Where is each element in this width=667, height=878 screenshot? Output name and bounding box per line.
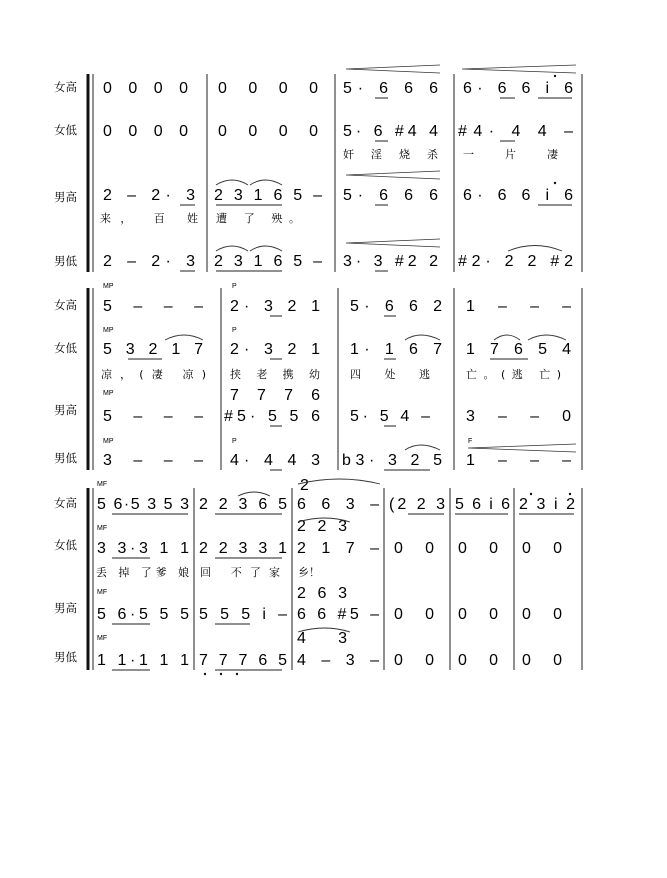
measure: 1· 1 6 7 <box>350 341 442 358</box>
measure: 2 3 1 6 5 – <box>214 253 322 270</box>
measure: 3 3·3 1 1 <box>97 540 189 557</box>
measure: 5 6·5 5 5 <box>97 606 189 623</box>
measure: 0 0 0 0 <box>103 80 188 97</box>
part-label-tenor: 男高 <box>54 403 77 417</box>
measure: #5· 5 5 6 <box>224 408 320 425</box>
system-1 <box>54 65 582 272</box>
dynamic-mark: MF <box>97 589 108 596</box>
measure: 5 3 2 1 7 <box>103 341 203 358</box>
part-label-alto: 女低 <box>54 341 77 355</box>
measure: (2 2 3 <box>389 496 445 513</box>
measure: 1 – – – <box>466 452 571 469</box>
lyric: 奸 淫 烧 杀 <box>343 148 438 161</box>
dynamic-mark: F <box>468 438 473 445</box>
dynamic-mark: MP <box>103 438 114 445</box>
part-label-tenor: 男高 <box>54 601 77 615</box>
measure: 1 – – – <box>466 298 571 315</box>
measure: 5· 5 4 – <box>350 408 430 425</box>
dynamic-mark: MP <box>103 327 114 334</box>
measure: 0 0 <box>394 540 434 557</box>
lyric: 四 处 逃 <box>350 368 430 381</box>
lyric: 亡。(逃 亡) <box>466 368 561 381</box>
measure: 0 0 <box>522 606 562 623</box>
measure: 1 7 6 5 4 <box>466 341 571 358</box>
lyric: 凉，(凄 凉) <box>101 368 206 381</box>
part-label-soprano: 女高 <box>54 298 77 312</box>
measure: 2 1 7 – <box>297 540 379 557</box>
measure: 2 2 3 3 1 <box>199 540 287 557</box>
part-label-bass: 男低 <box>54 451 77 465</box>
measure: 6 6 #5 – <box>297 606 379 623</box>
measure: 0 0 <box>458 540 498 557</box>
dynamic-mark: P <box>232 438 237 445</box>
measure: 2 – 2· 3 <box>103 253 195 270</box>
measure: b3· 3 2 5 <box>342 452 442 469</box>
measure-upper-voice: 2 <box>300 477 309 494</box>
measure: 4 – 3 – <box>297 652 379 669</box>
part-label-bass: 男低 <box>54 254 77 268</box>
measure: 7 7 7 6 5 <box>199 652 287 669</box>
measure: 5 – – – <box>103 298 203 315</box>
part-label-bass: 男低 <box>54 650 77 664</box>
measure: 2 2 3 6 5 <box>199 496 287 513</box>
measure: 0 0 <box>522 652 562 669</box>
measure: 6· 6 6 i 6 <box>463 80 573 97</box>
measure: 5· 6 6 6 <box>343 187 438 204</box>
measure: 2 3 i 2 <box>519 496 575 513</box>
octave-dot <box>204 493 571 675</box>
lyric: 乡！ <box>298 566 320 579</box>
dynamic-mark: MF <box>97 481 108 488</box>
measure: 2 3 1 6 5 – <box>214 187 322 204</box>
lyric: 丢 掉 了爹 娘 <box>96 566 189 579</box>
measure: 0 0 <box>458 652 498 669</box>
part-label-soprano: 女高 <box>54 80 77 94</box>
dynamic-mark: MP <box>103 390 114 397</box>
measure: 3 – – 0 <box>466 408 571 425</box>
measure: 2· 3 2 1 <box>230 341 320 358</box>
measure: 2 – 2· 3 <box>103 187 195 204</box>
measure: 5· 6 6 6 <box>343 80 438 97</box>
measure: 5 6·5 3 5 3 <box>97 496 189 513</box>
measure: 2· 3 2 1 <box>230 298 320 315</box>
measure: 0 0 <box>394 652 434 669</box>
measure: 5· 6 6 2 <box>350 298 442 315</box>
dynamic-mark: MP <box>103 283 114 290</box>
crescendo-hairpin <box>468 444 576 452</box>
part-label-alto: 女低 <box>54 123 77 137</box>
measure: 0 0 0 0 <box>103 123 188 140</box>
measure-upper-voice: 7 7 7 6 <box>230 387 320 404</box>
measure: 0 0 <box>522 540 562 557</box>
lyric: 遭 了 殃。 <box>216 212 300 225</box>
measure: 6· 6 6 i 6 <box>463 187 573 204</box>
measure: 1 1·1 1 1 <box>97 652 189 669</box>
lyric: 回 不了家 <box>200 566 280 579</box>
measure: 3· 3 #2 2 <box>343 253 438 270</box>
part-label-tenor: 男高 <box>54 190 77 204</box>
measure: 5 6 i 6 <box>455 496 510 513</box>
lyric: 挟 老 携 幼 <box>230 368 320 381</box>
beam <box>128 316 528 470</box>
measure: 4· 4 4 3 <box>230 452 320 469</box>
lyric: 来， 百 姓 <box>100 212 198 225</box>
measure: #4· 4 4 – <box>458 123 573 140</box>
part-label-soprano: 女高 <box>54 496 77 510</box>
dynamic-mark: P <box>232 327 237 334</box>
system-2 <box>54 283 582 470</box>
measure: 0 0 0 0 <box>218 80 318 97</box>
measure-upper-voice: 2 2 3 <box>297 518 347 535</box>
measure: 0 0 <box>458 606 498 623</box>
measure: #2· 2 2 #2 <box>458 253 573 270</box>
dynamic-mark: MF <box>97 525 108 532</box>
part-label-alto: 女低 <box>54 538 77 552</box>
dynamic-mark: P <box>232 283 237 290</box>
dynamic-mark: MF <box>97 635 108 642</box>
measure: 0 0 0 0 <box>218 123 318 140</box>
measure: 5 5 5 i – <box>199 606 287 623</box>
measure: 5 – – – <box>103 408 203 425</box>
lyric: 一 片 凄 <box>463 148 558 161</box>
measure-upper-voice: 2 6 3 <box>297 585 347 602</box>
measure: 6 6 3 – <box>297 496 379 513</box>
measure: 3 – – – <box>103 452 203 469</box>
measure: 0 0 <box>394 606 434 623</box>
measure-upper-voice: 4 3 <box>297 630 347 647</box>
measure: 5· 6 #4 4 <box>343 123 438 140</box>
system-3 <box>54 477 582 675</box>
